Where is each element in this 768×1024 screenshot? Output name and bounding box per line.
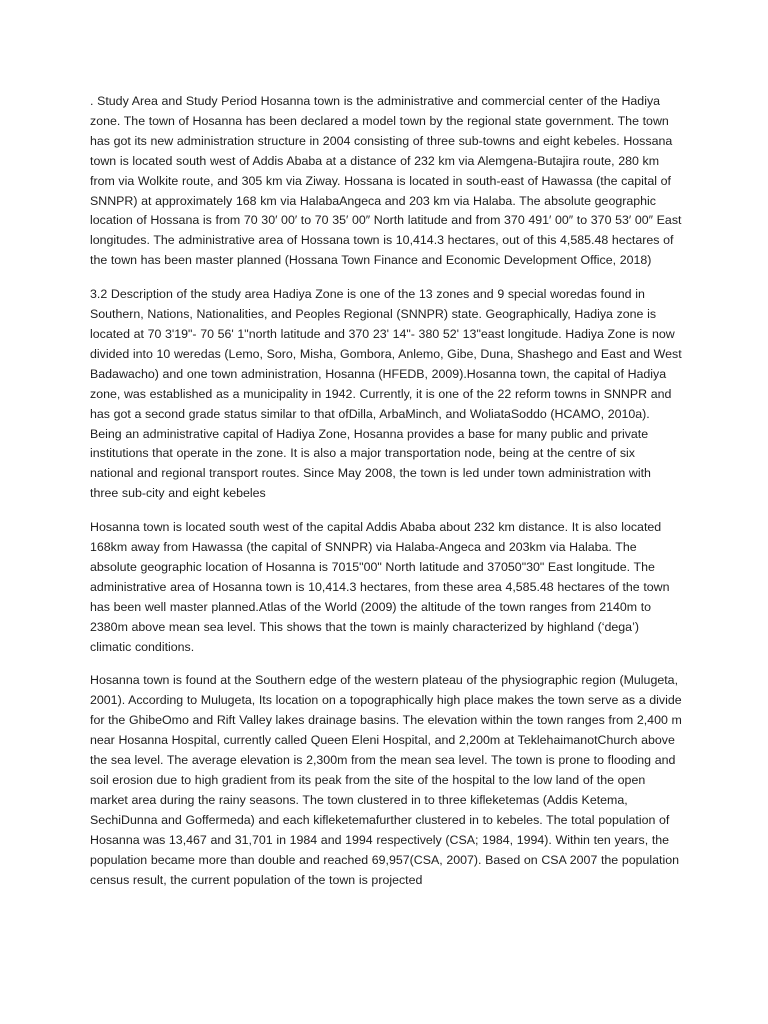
paragraph-hadiya-zone-description: 3.2 Description of the study area Hadiya Zone is one of the 13 zones and 9 special woredas found in Southern, Nations, Nationalities, and Peoples Regional (SNNPR) state. Geographically, Hadiya zone is located at 70 3'19"- 70 56' 1"north latitude and 370 23' 14"- 380 52' 13"east longitude. Hadiya Zone is now divided into 10 weredas (Lemo, Soro, Misha, Gombora, Anlemo, Gibe, Duna, Shashego and East and West Badawacho) and one town administration, Hosanna (HFEDB, 2009).Hosanna town, the capital of Hadiya zone, was established as a municipality in 1942. Currently, it is one of the 22 reform towns in SNNPR and has got a second grade status similar to that ofDilla, ArbaMinch, and WoliataSoddo (HCAMO, 2010a). Being an administrative capital of Hadiya Zone, Hosanna provides a base for many public and private institutions that operate in the zone. It is also a major transportation node, being at the centre of six national and regional transport routes. Since May 2008, the town is led under town administration with three sub-city and eight kebeles [90,287,682,501]
paragraph-hosanna-location: Hosanna town is located south west of the capital Addis Ababa about 232 km distance. It is also located 168km away from Hawassa (the capital of SNNPR) via Halaba-Angeca and 203km via Halaba. The absolute geographic location of Hosanna is 7015"00" North latitude and 37050"30" East longitude. The administrative area of Hosanna town is 10,414.3 hectares, from these area 4,585.48 hectares of the town has been well master planned.Atlas of the World (2009) the altitude of the town ranges from 2140m to 2380m above mean sea level. This shows that the town is mainly characterized by highland (‘dega’) climatic conditions. [90,520,670,654]
paragraph-study-area: . Study Area and Study Period Hosanna town is the administrative and commercial center of the Hadiya zone. The town of Hosanna has been declared a model town by the regional state government. The town has got its new administration structure in 2004 consisting of three sub-towns and eight kebeles. Hossana town is located south west of Addis Ababa at a distance of 232 km via Alemgena-Butajira route, 280 km from via Wolkite route, and 305 km via Ziway. Hossana is located in south-east of Hawassa (the capital of SNNPR) at approximately 168 km via HalabaAngeca and 203 km via Halaba. The absolute geographic location of Hossana is from 70 30′ 00′ to 70 35′ 00″ North latitude and from 370 491′ 00″ to 370 53′ 00″ East longitudes. The administrative area of Hossana town is 10,414.3 hectares, out of this 4,585.48 hectares of the town has been master planned (Hossana Town Finance and Economic Development Office, 2018) [90,94,682,268]
paragraph-hosanna-physiography: Hosanna town is found at the Southern edge of the western plateau of the physiographic region (Mulugeta, 2001). According to Mulugeta, Its location on a topographically high place makes the town serve as a divide for the GhibeOmo and Rift Valley lakes drainage basins. The elevation within the town ranges from 2,400 m near Hosanna Hospital, currently called Queen Eleni Hospital, and 2,200m at TeklehaimanotChurch above the sea level. The average elevation is 2,300m from the mean sea level. The town is prone to flooding and soil erosion due to high gradient from its peak from the site of the hospital to the low land of the open market area during the rainy seasons. The town clustered in to three kifleketemas (Addis Ketema, SechiDunna and Goffermeda) and each kifleketemafurther clustered in to kebeles. The total population of Hosanna was 13,467 and 31,701 in 1984 and 1994 respectively (CSA; 1984, 1994). Within ten years, the population became more than double and reached 69,957(CSA, 2007). Based on CSA 2007 the population census result, the current population of the town is projected [90,673,682,887]
document-page [90,92,682,904]
